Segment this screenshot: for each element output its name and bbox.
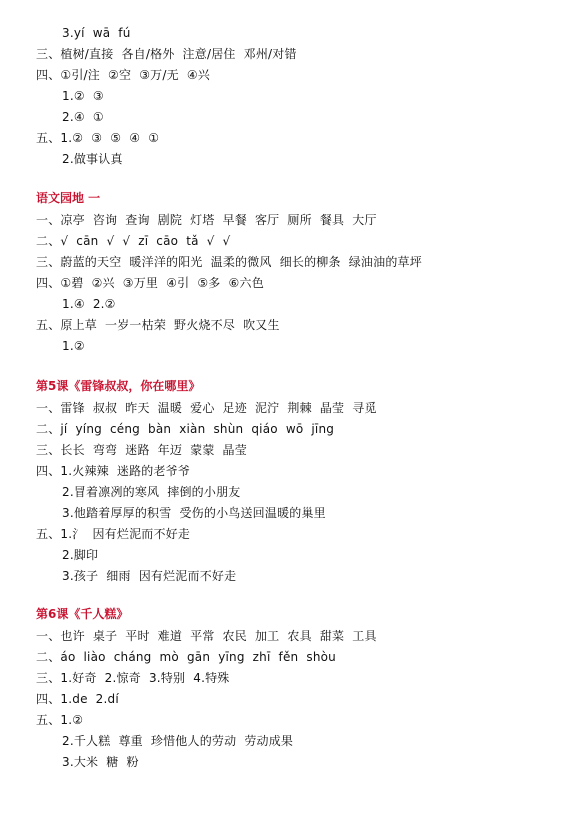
section-title-yuwen-yuandi: 语文园地 一 <box>36 191 101 205</box>
answer-line: 3.孩子 细雨 因有烂泥而不好走 <box>62 569 237 583</box>
answer-line: 3.他踏着厚厚的积雪 受伤的小鸟送回温暖的巢里 <box>62 506 326 520</box>
answer-line: 2.④ ① <box>62 110 104 124</box>
answer-line: 三、长长 弯弯 迷路 年迈 蒙蒙 晶莹 <box>36 443 247 457</box>
answer-line: 一、凉亭 咨询 查询 剧院 灯塔 早餐 客厅 厕所 餐具 大厅 <box>36 213 377 227</box>
answer-line: 五、1.氵 因有烂泥而不好走 <box>36 527 191 541</box>
answer-line: 2.脚印 <box>62 548 99 562</box>
answer-line: 二、jí yíng céng bàn xiàn shùn qiáo wō jīng <box>36 422 335 436</box>
answer-line: 3.大米 糖 粉 <box>62 755 139 769</box>
answer-line: 三、1.好奇 2.惊奇 3.特别 4.特殊 <box>36 671 230 685</box>
section-title-lesson-6: 第6课《千人糕》 <box>36 607 129 621</box>
answer-line: 1.④ 2.② <box>62 297 116 311</box>
answer-line: 一、也许 桌子 平时 难道 平常 农民 加工 农具 甜菜 工具 <box>36 629 377 643</box>
answer-line: 四、①碧 ②兴 ③万里 ④引 ⑤多 ⑥六色 <box>36 276 264 290</box>
answer-line: 1.② <box>62 339 85 353</box>
section-title-lesson-5: 第5课《雷锋叔叔，你在哪里》 <box>36 379 201 393</box>
answer-line: 四、1.火辣辣 迷路的老爷爷 <box>36 464 191 478</box>
answer-line: 三、植树/直接 各自/格外 注意/居住 邓州/对错 <box>36 47 297 61</box>
answer-line: 1.② ③ <box>62 89 104 103</box>
answer-line: 五、原上草 一岁一枯荣 野火烧不尽 吹又生 <box>36 318 280 332</box>
answer-line: 3.yí wā fú <box>62 26 131 40</box>
answer-line: 三、蔚蓝的天空 暖洋洋的阳光 温柔的微风 细长的柳条 绿油油的草坪 <box>36 255 422 269</box>
answer-line: 2.千人糕 尊重 珍惜他人的劳动 劳动成果 <box>62 734 294 748</box>
answer-line: 2.冒着凛冽的寒风 摔倒的小朋友 <box>62 485 241 499</box>
answer-line: 一、雷锋 叔叔 昨天 温暖 爱心 足迹 泥泞 荆棘 晶莹 寻觅 <box>36 401 377 415</box>
answer-line: 四、①引/注 ②空 ③万/无 ④兴 <box>36 68 211 82</box>
answer-line: 四、1.de 2.dí <box>36 692 119 706</box>
answer-line: 2.做事认真 <box>62 152 123 166</box>
answer-line: 二、√ cān √ √ zī cāo tǎ √ √ <box>36 234 231 248</box>
answer-line: 二、áo liào cháng mò gān yīng zhī fěn shòu <box>36 650 336 664</box>
answer-line: 五、1.② <box>36 713 84 727</box>
answer-line: 五、1.② ③ ⑤ ④ ① <box>36 131 160 145</box>
